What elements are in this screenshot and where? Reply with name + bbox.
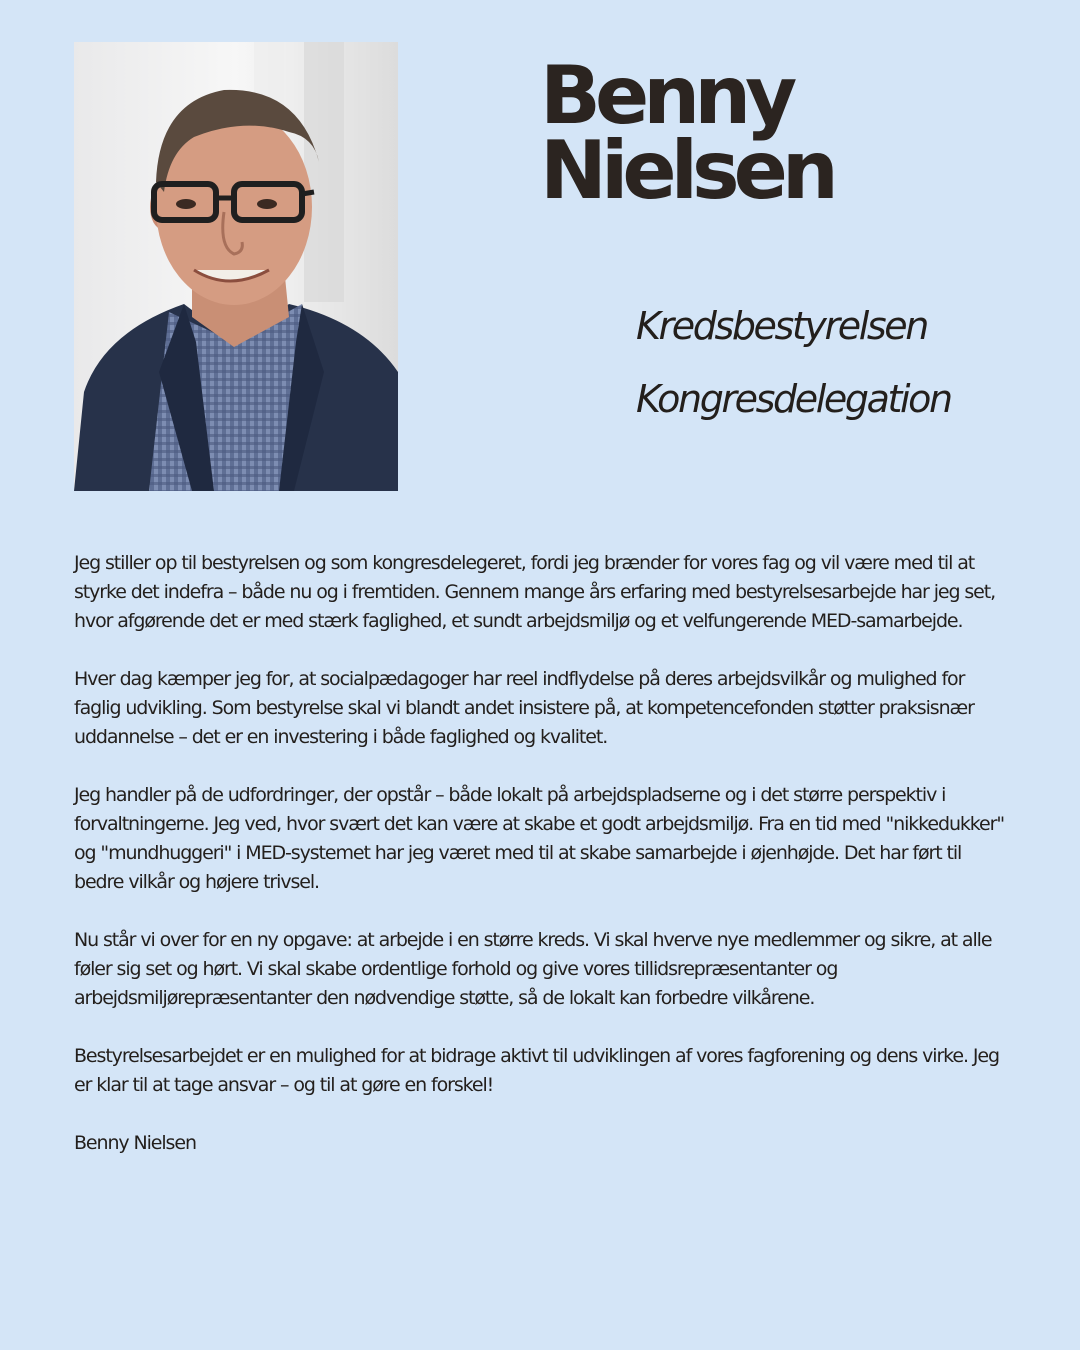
role-kredsbestyrelsen: Kredsbestyrelsen xyxy=(636,304,927,348)
statement-paragraph: Jeg handler på de udfordringer, der opstår – både lokalt på arbejdspladserne og i det større perspektiv i forvaltningerne. Jeg ved, hvor svært det kan være at skabe et godt arbejdsmiljø. Fra en tid med "nikkedukker" og "mundhuggeri" i MED-systemet har jeg været med til at skabe samarbejde i øjenhøjde. Det har ført til bedre vilkår og højere trivsel. xyxy=(74,784,1004,893)
statement-paragraph: Nu står vi over for en ny opgave: at arbejde i en større kreds. Vi skal hverve nye medlemmer og sikre, at alle føler sig set og hørt. Vi skal skabe ordentlige forhold og give vores tillidsrepræsentanter og arbejdsmiljørepræsentanter den nødvendige støtte, så de lokalt kan forbedre vilkårene. xyxy=(74,929,992,1009)
statement-paragraph: Bestyrelsesarbejdet er en mulighed for at bidrage aktivt til udviklingen af vores fagforening og dens virke. Jeg er klar til at tage ansvar – og til at gøre en forskel! xyxy=(74,1045,999,1096)
portrait-photo xyxy=(74,42,398,491)
statement-paragraph: Hver dag kæmper jeg for, at socialpædagoger har reel indflydelse på deres arbejdsvilkår og mulighed for faglig udvikling. Som bestyrelse skal vi blandt andet insistere på, at kompetencefonden støtter praksisnær uddannelse – det er en investering i både faglighed og kvalitet. xyxy=(74,668,974,748)
portrait-illustration xyxy=(74,42,398,491)
first-name: Benny xyxy=(540,49,792,142)
role-kongresdelegation: Kongresdelegation xyxy=(636,377,951,421)
candidacy-roles xyxy=(636,290,951,436)
candidate-name xyxy=(540,49,833,217)
candidate-statement xyxy=(74,549,1004,1187)
last-name: Nielsen xyxy=(540,124,833,217)
statement-paragraph: Jeg stiller op til bestyrelsen og som kongresdelegeret, fordi jeg brænder for vores fag og vil være med til at styrke det indefra – både nu og i fremtiden. Gennem mange års erfaring med bestyrelsesarbejde har jeg set, hvor afgørende det er med stærk faglighed, et sundt arbejdsmiljø og et velfungerende MED-samarbejde. xyxy=(74,552,996,632)
signature: Benny Nielsen xyxy=(74,1132,196,1154)
